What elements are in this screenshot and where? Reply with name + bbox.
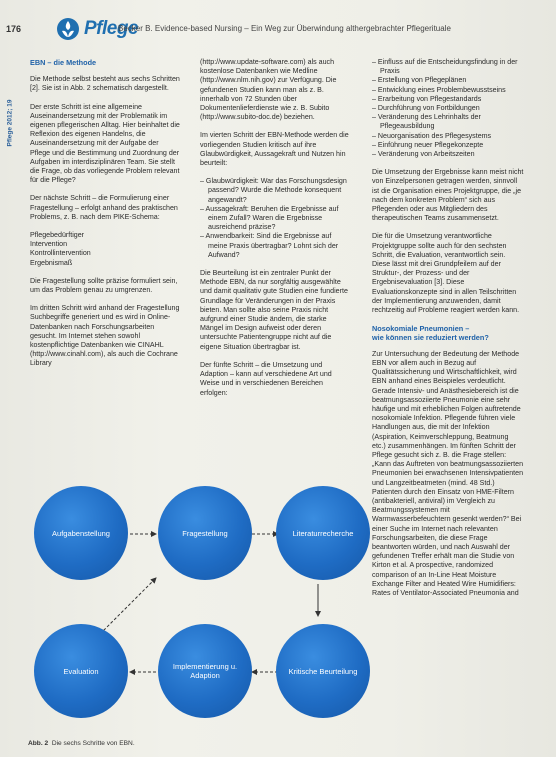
list-item: – Veränderung von Arbeitszeiten [372,150,475,159]
step-literaturrecherche: Literaturrecherche [276,486,370,580]
list-item: – Erarbeitung von Pflegestandards [372,94,482,103]
column-2 [200,58,350,407]
column-1 [30,58,180,378]
paragraph: (http://www.update-software.com) als auch kostenlose Datenbanken wie Medline (http://www.nlm.nih.gov) zur Verfügung. Die gefundenen Studien kann man als z. B. innerhalb von 72 Stunden über Dokumentenlieferdienste wie z. B. Subito (http://www.subito-doc.de) beziehen. [200,58,337,122]
running-title: Becker B. Evidence-based Nursing – Ein Weg zur Überwindung althergebrachter Pflegerituale [118,24,451,33]
section-heading-method: EBN – die Methode [30,58,97,67]
pike-list [30,231,180,268]
column-3 [372,58,524,607]
list-item: – Glaubwürdigkeit: War das Forschungsdesign passend? Wurde die Methode konsequent angewandt? [200,177,347,204]
list-item: – Durchführung von Fortbildungen [372,104,480,113]
step-evaluation: Evaluation [34,624,128,718]
paragraph: Im dritten Schritt wird anhand der Fragestellung Suchbegriffe generiert und es wird in Online-Datenbanken nach Forschungsarbeiten gesucht. Im Internet stehen sowohl kostenpflichtige Datenbanken wie CINAHL (http://www.cinahl.com), als auch die Cochrane Library [30,304,180,368]
list-item: – Entwicklung eines Problembewusstseins [372,85,506,94]
paragraph: Die Umsetzung der Ergebnisse kann meist nicht von Einzelpersonen getragen werden, sinnvoll ist die Organisation eines Projektgruppe, die „je nach dem konkreten Problem“ sich aus Pflegenden oder aus Mitgliedern des therapeutischen Teams zusammensetzt. [372,168,524,223]
paragraph: Die Beurteilung ist ein zentraler Punkt der Methode EBN, da nur sorgfältig ausgewählte und damit qualitativ gute Studien eine fundierte Grundlage für Veränderungen in der Praxis bieten. Man sollte also seine Praxis nicht aufgrund einer Studie ändern, die starke Mängel im Design aufweist oder deren untersuchte Patientengruppe nicht auf die eigene Situation übertragbar ist. [200,269,348,351]
pike-item: Intervention [30,240,68,249]
list-item: – Neuorganisation des Pflegesystems [372,131,492,140]
paragraph: Zur Untersuchung der Bedeutung der Methode EBN vor allem auch in Bezug auf Qualitätssicherung und Wirtschaftlichkeit, wird EBN anhand eines Beispieles verdeutlicht. Gerade Intensiv- und Anästhesiebereich ist die beatmungsassoziierte Pneumonie eine sehr häufige und mit erheblichen Folgen auftretende nosokomiale Infektion. Pflegende führen viele Handlungen aus, die mit der Infektion (Aspiration, Keimverschleppung, Beatmung etc.) zusammenhängen. Im fünften Schritt der Pflege gesucht sich z. B. die Frage stellen: „Kann das Auftreten von beatmungsassoziierten Pneumonien bei erwachsenen Intensivpatienten und Langzeitbeatmeten (mind. 48 Std.) Patienten durch den Einsatz von HME-Filtern (antibakteriell, antiviral) im Vergleich zu Beatmungssystemen mit Warmwasserbefeuchtern gesenkt werden?“ Bei einer Suche im Internet nach relevanten Forschungsarbeiten, die diese Frage beantworten würden, und nach Auswahl der gefundenen Treffer erhält man die Studie von Kirton et al. A prospective, randomized comparison of an In-Line Heat Moisture Exchange Filter and Heated Wire Humidifiers: Rates of Ventilator-Associated Pneumonia and [372,349,524,597]
paragraph: Im vierten Schritt der EBN-Methode werden die vorliegenden Studien kritisch auf ihre Glaubwürdigkeit, Aussagekraft und Nutzen hin beurteilt: [200,131,349,168]
paragraph: Die Fragestellung sollte präzise formuliert sein, um das Problem genau zu umgrenzen. [30,276,178,295]
step-aufgabenstellung: Aufgabenstellung [34,486,128,580]
ebn-cycle-diagram [28,474,358,736]
criteria-list [200,177,350,260]
list-item: – Erstellung von Pflegeplänen [372,76,467,85]
list-item: – Einführung neuer Pflegekonzepte [372,140,484,149]
pflege-logo-icon [56,17,80,41]
paragraph: Der erste Schritt ist eine allgemeine Auseinandersetzung mit der Problematik im eigenen pflegerischen Alltag. Hier beinhaltet die Reflexion des eigenen Handelns, die Auseinandersetzung mit der Aufgabe der Pflege und die Bestimmung und Zuordnung der Aufgaben im interdisziplinären Team. Sie stellt die Frage, ob das vorliegende Problem relevant für die Pflege? [30,102,180,185]
paragraph: Die für die Umsetzung verantwortliche Projektgruppe sollte auch für den sechsten Schritt, die Evaluation, verantwortlich sein. Diese lässt mit drei Grundpfeilern auf der Struktur-, der Prozess- und der Ergebnisevaluation [3]. Diese Evaluationskonzepte sind in allen Teilschritten der Implementierung anzuwenden, damit rechtzeitig auf Probleme reagiert werden kann. [372,232,520,315]
logo-wordmark: Pflege [84,18,139,39]
pike-item: Pflegebedürftiger [30,231,85,240]
page-number: 176 [6,24,22,34]
step-implementierung: Implementierung u. Adaption [158,624,252,718]
paragraph: Der fünfte Schritt – die Umsetzung und Adaption – kann auf verschiedene Art und Weise und in verschiedenen Bereichen erfolgen: [200,360,332,397]
pike-item: Kontrollintervention [30,249,91,258]
journal-side-label: Pflege 2012; 19 [6,99,14,147]
list-item: – Aussagekraft: Beruhen die Ergebnisse auf einem Zufall? Waren die Ergebnisse ausreichend präzise? [200,204,339,232]
pike-item: Ergebnismaß [30,258,73,267]
list-item: – Anwendbarkeit: Sind die Ergebnisse auf meine Praxis übertragbar? Lohnt sich der Aufwand? [200,232,339,259]
paragraph: Die Methode selbst besteht aus sechs Schritten [2]. Sie ist in Abb. 2 schematisch dargestellt. [30,75,180,93]
list-item: – Einfluss auf die Entscheidungsfindung in der Praxis [372,58,518,76]
step-kritische-beurteilung: Kritische Beurteilung [276,624,370,718]
paragraph: Der nächste Schritt – die Formulierung einer Fragestellung – erfolgt anhand des praktischen Problems, z. B. nach dem PIKE-Schema: [30,194,178,221]
figure-caption: Abb. 2 Die sechs Schritte von EBN. [28,740,135,747]
page-header [0,16,556,46]
step-fragestellung: Fragestellung [158,486,252,580]
list-item: – Veränderung des Lehrinhalts der Pflegeausbildung [372,113,481,131]
section-heading-pneumonia: Nosokomiale Pneumonien – wie können sie reduziert werden? [372,324,489,343]
implementation-list [372,58,524,159]
